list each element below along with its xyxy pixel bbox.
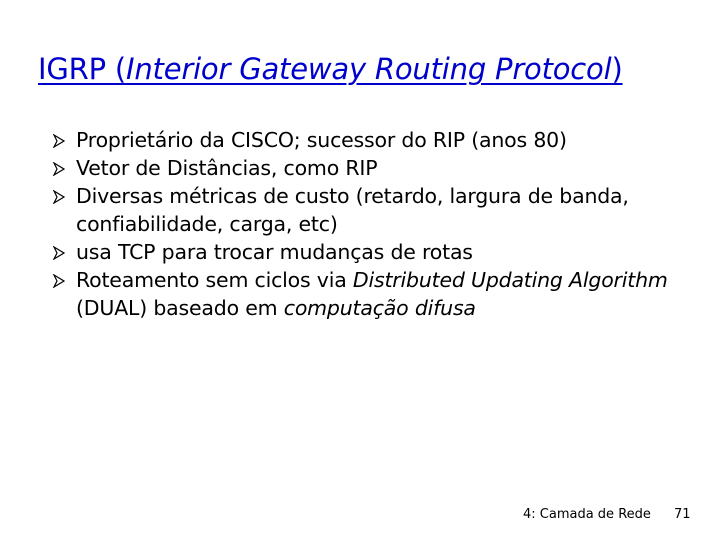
bullet-item	[52, 126, 692, 154]
title-prefix: IGRP (	[38, 52, 126, 86]
bullet-text-italic2: computação difusa	[283, 296, 476, 320]
slide-title	[38, 52, 623, 86]
bullet-text: usa TCP para trocar mudanças de rotas	[76, 240, 473, 264]
bullet-text: Diversas métricas de custo (retardo, largura de banda, confiabilidade, carga, etc)	[76, 184, 629, 236]
bullet-text-part1: Roteamento sem ciclos via	[76, 268, 353, 292]
bullet-item	[52, 182, 692, 238]
bullet-item	[52, 266, 692, 322]
bullet-list	[52, 126, 692, 322]
arrow-bullet-icon	[52, 274, 66, 288]
bullet-text: Proprietário da CISCO; sucessor do RIP (anos 80)	[76, 128, 567, 152]
title-suffix: )	[611, 52, 623, 86]
bullet-item	[52, 238, 692, 266]
arrow-bullet-icon	[52, 246, 66, 260]
arrow-bullet-icon	[52, 134, 66, 148]
footer-chapter: 4: Camada de Rede	[523, 507, 651, 522]
bullet-item	[52, 154, 692, 182]
page-number: 71	[674, 507, 691, 522]
arrow-bullet-icon	[52, 162, 66, 176]
bullet-text: Vetor de Distâncias, como RIP	[76, 156, 378, 180]
bullet-text-italic1: Distributed Updating Algorithm	[352, 268, 668, 292]
bullet-text-part3: (DUAL) baseado em	[76, 296, 284, 320]
title-italic: Interior Gateway Routing Protocol	[126, 52, 612, 86]
arrow-bullet-icon	[52, 190, 66, 204]
